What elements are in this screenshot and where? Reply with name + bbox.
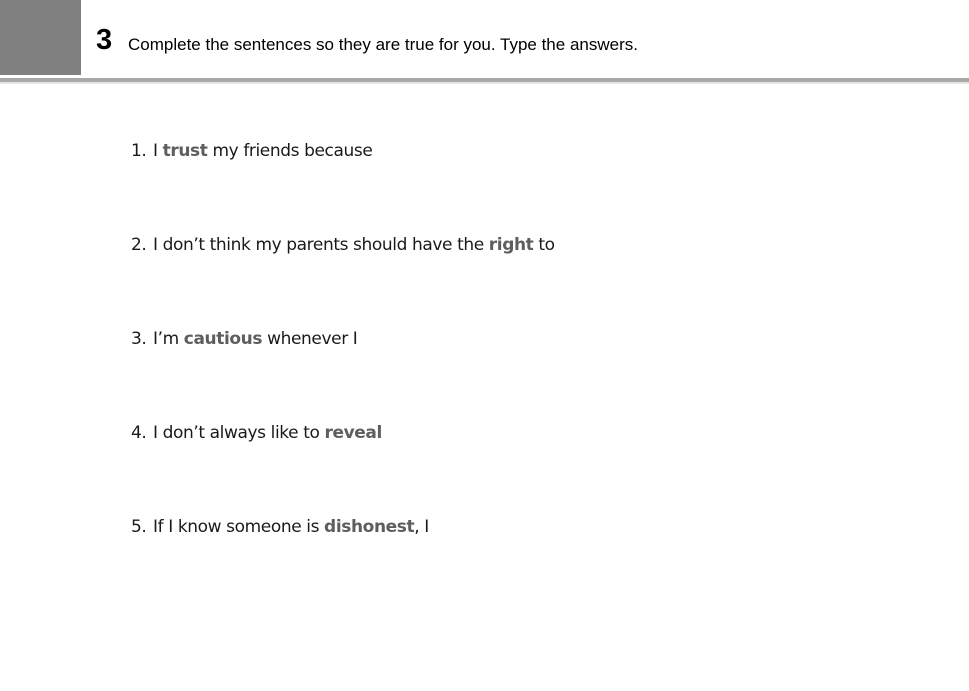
sentence-text-after: to: [533, 235, 555, 255]
task-instruction: Complete the sentences so they are true for you. Type the answers.: [128, 35, 638, 54]
sentence-text-before: If I know someone is: [153, 517, 325, 537]
sentence-number: 5.: [131, 517, 147, 537]
header-divider-shadow: [0, 82, 969, 84]
sentence-text-before: I don’t think my parents should have the: [153, 235, 489, 255]
sentence-number: 2.: [131, 235, 147, 255]
sentence-text-before: I don’t always like to: [153, 423, 325, 443]
sentence-item-4: [131, 421, 555, 515]
sentence-text-before: I: [153, 141, 163, 161]
sentence-keyword: dishonest: [324, 517, 415, 537]
sentence-number: 3.: [131, 329, 147, 349]
exercise-header: [0, 0, 969, 78]
sentence-item-1: [131, 139, 555, 233]
sentence-item-3: [131, 327, 555, 421]
sentence-text-before: I’m: [153, 329, 184, 349]
header-accent-block: [0, 0, 81, 75]
sentence-number: 1.: [131, 141, 147, 161]
sentence-keyword: right: [488, 235, 534, 255]
sentence-text-after: , I: [414, 517, 429, 537]
sentence-keyword: trust: [162, 141, 208, 161]
sentence-keyword: cautious: [183, 329, 263, 349]
sentence-text-after: my friends because: [207, 141, 373, 161]
sentence-item-2: [131, 233, 555, 327]
sentence-item-5: [131, 515, 555, 609]
task-number: 3: [96, 24, 113, 56]
sentence-text-after: whenever I: [262, 329, 358, 349]
sentence-keyword: reveal: [324, 423, 382, 443]
sentence-number: 4.: [131, 423, 147, 443]
sentence-list: [131, 139, 555, 609]
